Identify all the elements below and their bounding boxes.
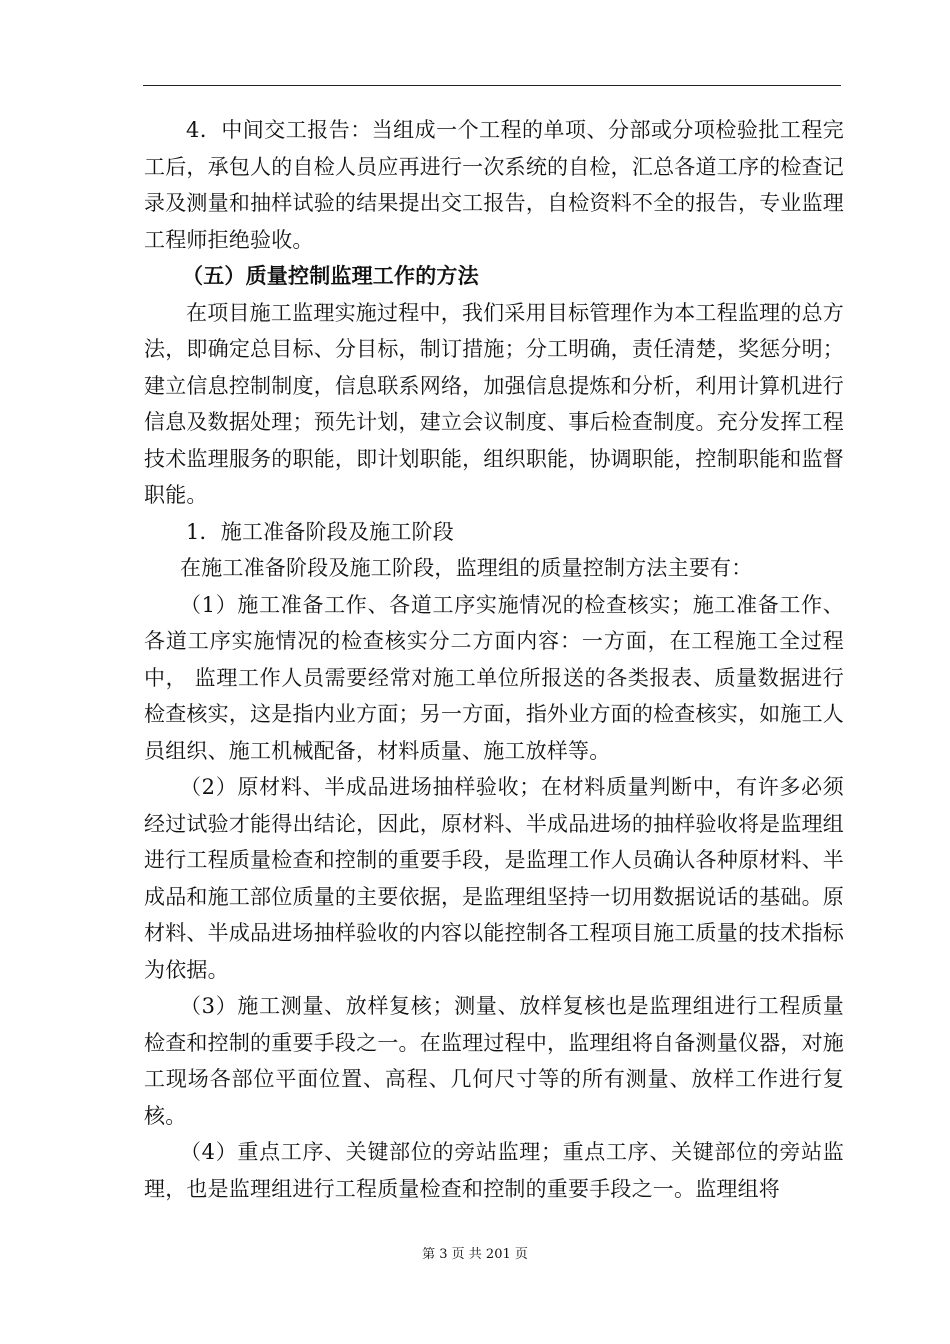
list-item-survey-recheck: （3）施工测量、放样复核；测量、放样复核也是监理组进行工程质量检查和控制的重要手段之一。在监理过程中，监理组将自备测量仪器，对施工现场各部位平面位置、高程、几何尺寸等的所有测量、放样工作进行复核。	[144, 994, 844, 1128]
paragraph-target-management: 在项目施工监理实施过程中，我们采用目标管理作为本工程监理的总方法，即确定总目标、分目标，制订措施；分工明确，责任清楚，奖惩分明；建立信息控制制度，信息联系网络，加强信息提炼和分析，利用计算机进行信息及数据处理；预先计划，建立会议制度、事后检查制度。充分发挥工程技术监理服务的职能，即计划职能，组织职能，协调职能，控制职能和监督职能。	[144, 300, 844, 507]
paragraph-methods-intro: 在施工准备阶段及施工阶段，监理组的质量控制方法主要有：	[180, 556, 753, 580]
document-body	[144, 112, 844, 1207]
list-item-material-sampling: （2）原材料、半成品进场抽样验收；在材料质量判断中，有许多必须经过试验才能得出结论，因此，原材料、半成品进场的抽样验收将是监理组进行工程质量检查和控制的重要手段，是监理工作人员确认各种原材料、半成品和施工部位质量的主要依据，是监理组坚持一切用数据说话的基础。原材料、半成品进场抽样验收的内容以能控制各工程项目施工质量的技术指标为依据。	[144, 775, 844, 982]
section-heading-quality-control-methods: （五）质量控制监理工作的方法	[182, 263, 479, 288]
page-number-footer: 第 3 页 共 201 页	[422, 1247, 528, 1262]
header-rule	[143, 85, 841, 86]
subheading-preparation-and-construction-stage: 1．施工准备阶段及施工阶段	[186, 519, 454, 544]
paragraph-interim-handover-report: 4．中间交工报告：当组成一个工程的单项、分部或分项检验批工程完工后，承包人的自检人员应再进行一次系统的自检，汇总各道工序的检查记录及测量和抽样试验的结果提出交工报告，自检资料不全的报告，专业监理工程师拒绝验收。	[144, 118, 844, 252]
list-item-side-station-supervision: （4）重点工序、关键部位的旁站监理；重点工序、关键部位的旁站监理，也是监理组进行工程质量检查和控制的重要手段之一。监理组将	[144, 1140, 844, 1201]
list-item-inspection-verification: （1）施工准备工作、各道工序实施情况的检查核实；施工准备工作、各道工序实施情况的检查核实分二方面内容：一方面，在工程施工全过程中， 监理工作人员需要经常对施工单位所报送的各类报表、质量数据进行检查核实，这是指内业方面；另一方面，指外业方面的检查核实，如施工人员组织、施工机械配备，材料质量、施工放样等。	[144, 592, 844, 763]
